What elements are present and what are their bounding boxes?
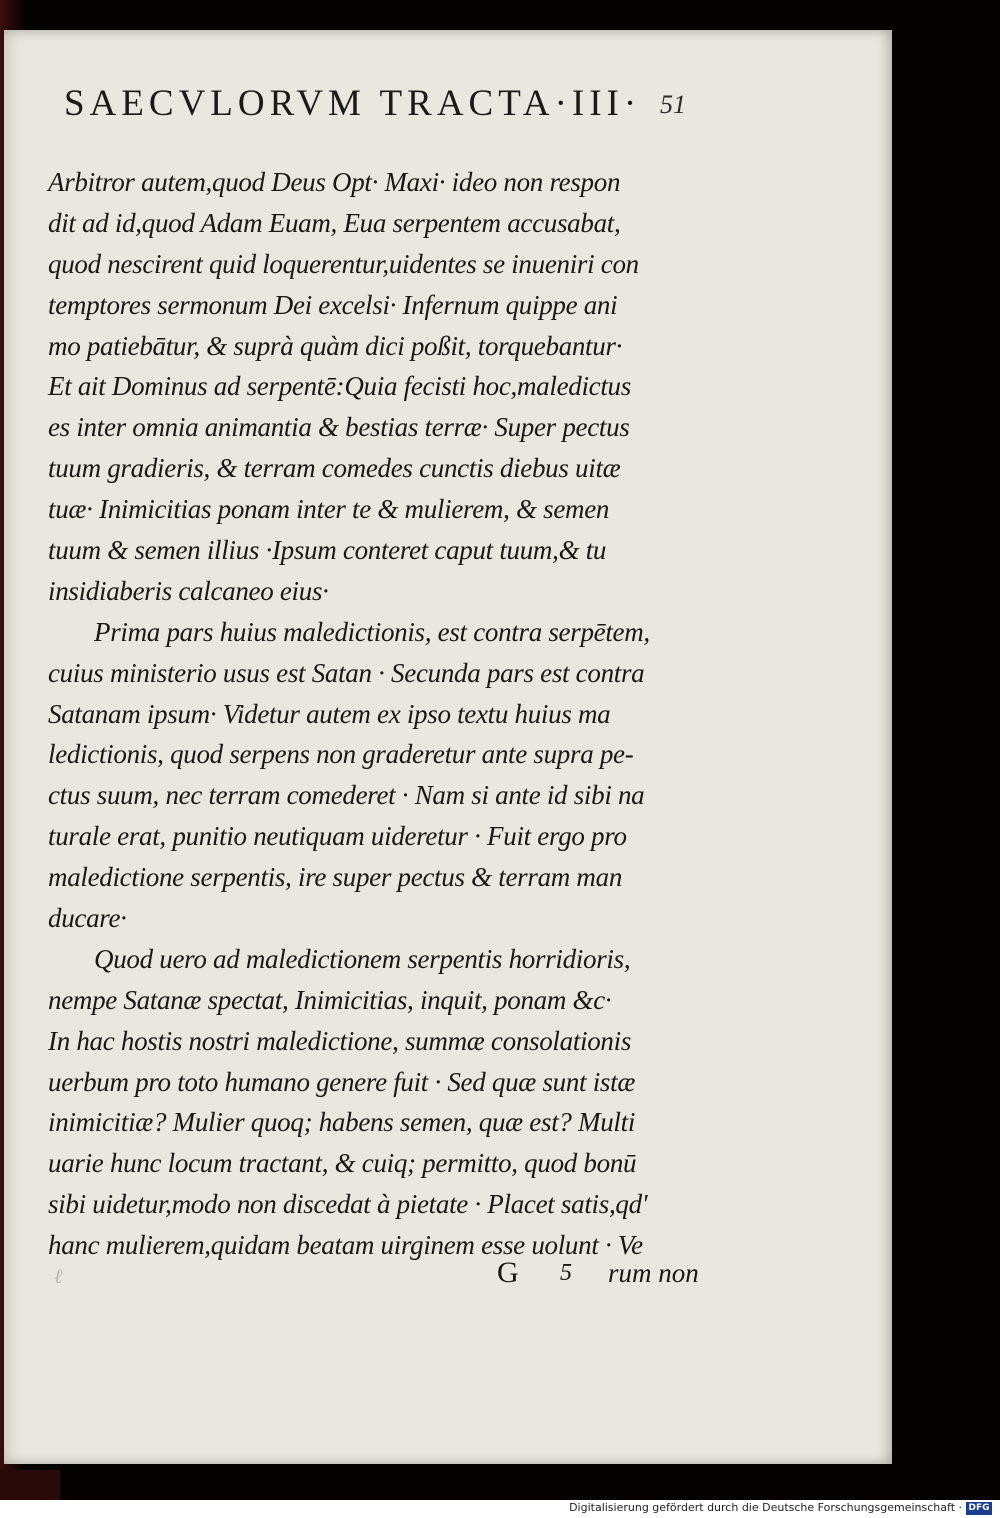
text-line: uarie hunc locum tractant, & cuiq; permitto, quod bonū (48, 1148, 637, 1179)
text-line: tuum & semen illius ·Ipsum conteret caput tuum,& tu (48, 535, 607, 566)
faint-bleed-mark: ℓ (54, 1266, 63, 1288)
text-line: Satanam ipsum· Videtur autem ex ipso textu huius ma (48, 698, 611, 729)
text-line: Arbitror autem,quod Deus Opt· Maxi· ideo non respon (48, 167, 621, 197)
text-line: dit ad id,quod Adam Euam, Eua serpentem accusabat, (48, 207, 621, 238)
book-cover-corner (0, 1470, 60, 1500)
text-line: sibi uidetur,modo non discedat à pietate · Placet satis,qd' (48, 1189, 648, 1220)
running-title: SAECVLORVM TRACTA·III· (64, 83, 642, 124)
funding-credit: Digitalisierung gefördert durch die Deutsche Forschungsgemeinschaft · (569, 1501, 962, 1514)
text-line: mo patiebātur, & suprà quàm dici poßit, torquebantur· (48, 330, 623, 361)
text-line: inimicitiæ? Mulier quoq; habens semen, quæ est? Multi (48, 1107, 636, 1138)
text-line: tuum gradieris, & terram comedes cunctis diebus uitæ (48, 453, 621, 484)
text-line: tuæ· Inimicitias ponam inter te & mulierem, & semen (48, 494, 610, 525)
signature-mark: G (497, 1256, 519, 1289)
text-line: maledictione serpentis, ire super pectus & terram man (48, 862, 623, 893)
text-line: quod nescirent quid loquerentur,uidentes se inueniri con (48, 248, 639, 279)
text-line: In hac hostis nostri maledictione, summæ consolationis (48, 1025, 632, 1056)
text-line: ledictionis, quod serpens non graderetur ante supra pe- (48, 739, 634, 770)
text-line: nempe Satanæ spectat, Inimicitias, inquit, ponam &c· (48, 984, 612, 1015)
book-page (4, 30, 892, 1464)
text-line: uerbum pro toto humano genere fuit · Sed quæ sunt istæ (48, 1066, 636, 1097)
paragraph-start-line: Quod uero ad maledictionem serpentis horridioris, (94, 943, 631, 974)
text-line: ducare· (48, 903, 127, 934)
body-text (48, 162, 728, 1266)
text-line: insidiaberis calcaneo eius· (48, 575, 329, 606)
text-line: es inter omnia animantia & bestias terræ· Super pectus (48, 412, 630, 443)
dfg-logo-icon: DFG (966, 1502, 992, 1515)
text-line: cuius ministerio usus est Satan · Secunda pars est contra (48, 657, 645, 688)
page-number: 51 (660, 90, 686, 119)
text-line: hanc mulierem,quidam beatam uirginem esse uolunt · Ve (48, 1230, 643, 1261)
paragraph-start-line: Prima pars huius maledictionis, est contra serpētem, (94, 616, 650, 647)
text-line: Et ait Dominus ad serpentē:Quia fecisti hoc,maledictus (48, 371, 631, 402)
text-line: ctus suum, nec terram comederet · Nam si ante id sibi na (48, 780, 645, 811)
text-line: temptores sermonum Dei excelsi· Infernum quippe ani (48, 289, 618, 320)
signature-number: 5 (560, 1260, 572, 1286)
catchword: rum non (608, 1258, 699, 1288)
text-line: turale erat, punitio neutiquam uideretur · Fuit ergo pro (48, 821, 627, 852)
